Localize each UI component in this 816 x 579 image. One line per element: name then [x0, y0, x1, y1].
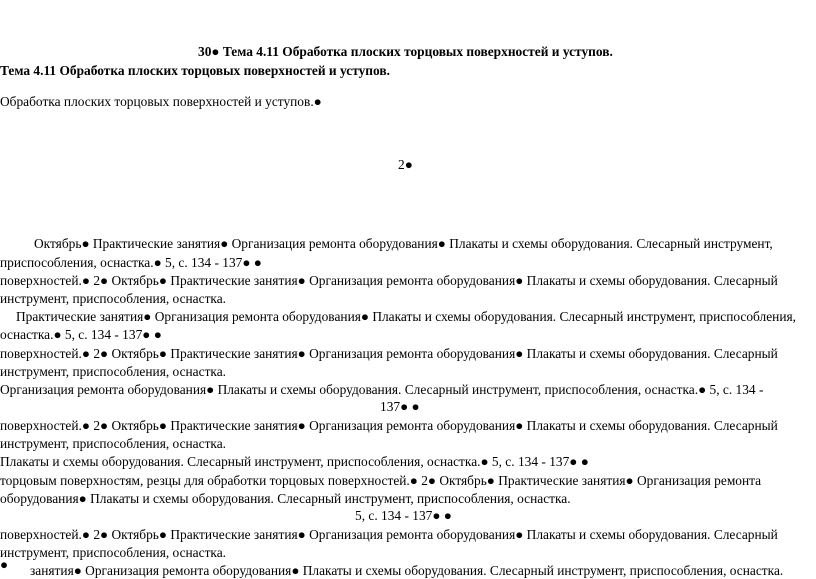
text-line: занятия● Организация ремонта оборудования● Плакаты и схемы оборудования. Слесарный инструмент, приспособления, оснастка.	[30, 563, 784, 578]
text-line: оборудования● Плакаты и схемы оборудования. Слесарный инструмент, приспособления, оснастка.	[0, 491, 571, 506]
bullet-mark: ●	[0, 557, 9, 572]
text-line: инструмент, приспособления, оснастка.	[0, 291, 227, 306]
text-line: оснастка.● 5, с. 134 - 137● ●	[0, 327, 162, 342]
center-mark: 2●	[398, 157, 413, 172]
text-line: инструмент, приспособления, оснастка.	[0, 545, 227, 560]
text-line: поверхностей.● 2● Октябрь● Практические занятия● Организация ремонта оборудования● Плакаты и схемы оборудования. Слесарный	[0, 273, 778, 288]
text-line: поверхностей.● 2● Октябрь● Практические занятия● Организация ремонта оборудования● Плакаты и схемы оборудования. Слесарный	[0, 418, 778, 433]
text-line: Плакаты и схемы оборудования. Слесарный инструмент, приспособления, оснастка.● 5, с. 134 - 137● ●	[0, 454, 589, 469]
text-line: поверхностей.● 2● Октябрь● Практические занятия● Организация ремонта оборудования● Плакаты и схемы оборудования. Слесарный	[0, 346, 778, 361]
text-line: Организация ремонта оборудования● Плакаты и схемы оборудования. Слесарный инструмент, приспособления, оснастка.● 5, с. 134 -	[0, 382, 764, 397]
text-line: инструмент, приспособления, оснастка.	[0, 364, 227, 379]
text-line: поверхностей.● 2● Октябрь● Практические занятия● Организация ремонта оборудования● Плакаты и схемы оборудования. Слесарный	[0, 527, 778, 542]
text-line: 5, с. 134 - 137● ●	[355, 508, 452, 523]
heading-centered: 30● Тема 4.11 Обработка плоских торцовых поверхностей и уступов.	[198, 44, 613, 59]
text-line: инструмент, приспособления, оснастка.	[0, 436, 227, 451]
document-subtitle: Обработка плоских торцовых поверхностей и уступов.●	[0, 94, 322, 109]
text-line: приспособления, оснастка.● 5, с. 134 - 137● ●	[0, 255, 262, 270]
text-line: 137● ●	[380, 399, 420, 414]
text-line: Октябрь● Практические занятия● Организация ремонта оборудования● Плакаты и схемы оборудования. Слесарный инструмент,	[34, 236, 773, 251]
heading-left: Тема 4.11 Обработка плоских торцовых поверхностей и уступов.	[0, 63, 390, 78]
text-line: Практические занятия● Организация ремонта оборудования● Плакаты и схемы оборудования. Слесарный инструмент, приспособления,	[16, 309, 796, 324]
text-line: торцовым поверхностям, резцы для обработки торцовых поверхностей.● 2● Октябрь● Практические занятия● Организация ремонта	[0, 473, 762, 488]
